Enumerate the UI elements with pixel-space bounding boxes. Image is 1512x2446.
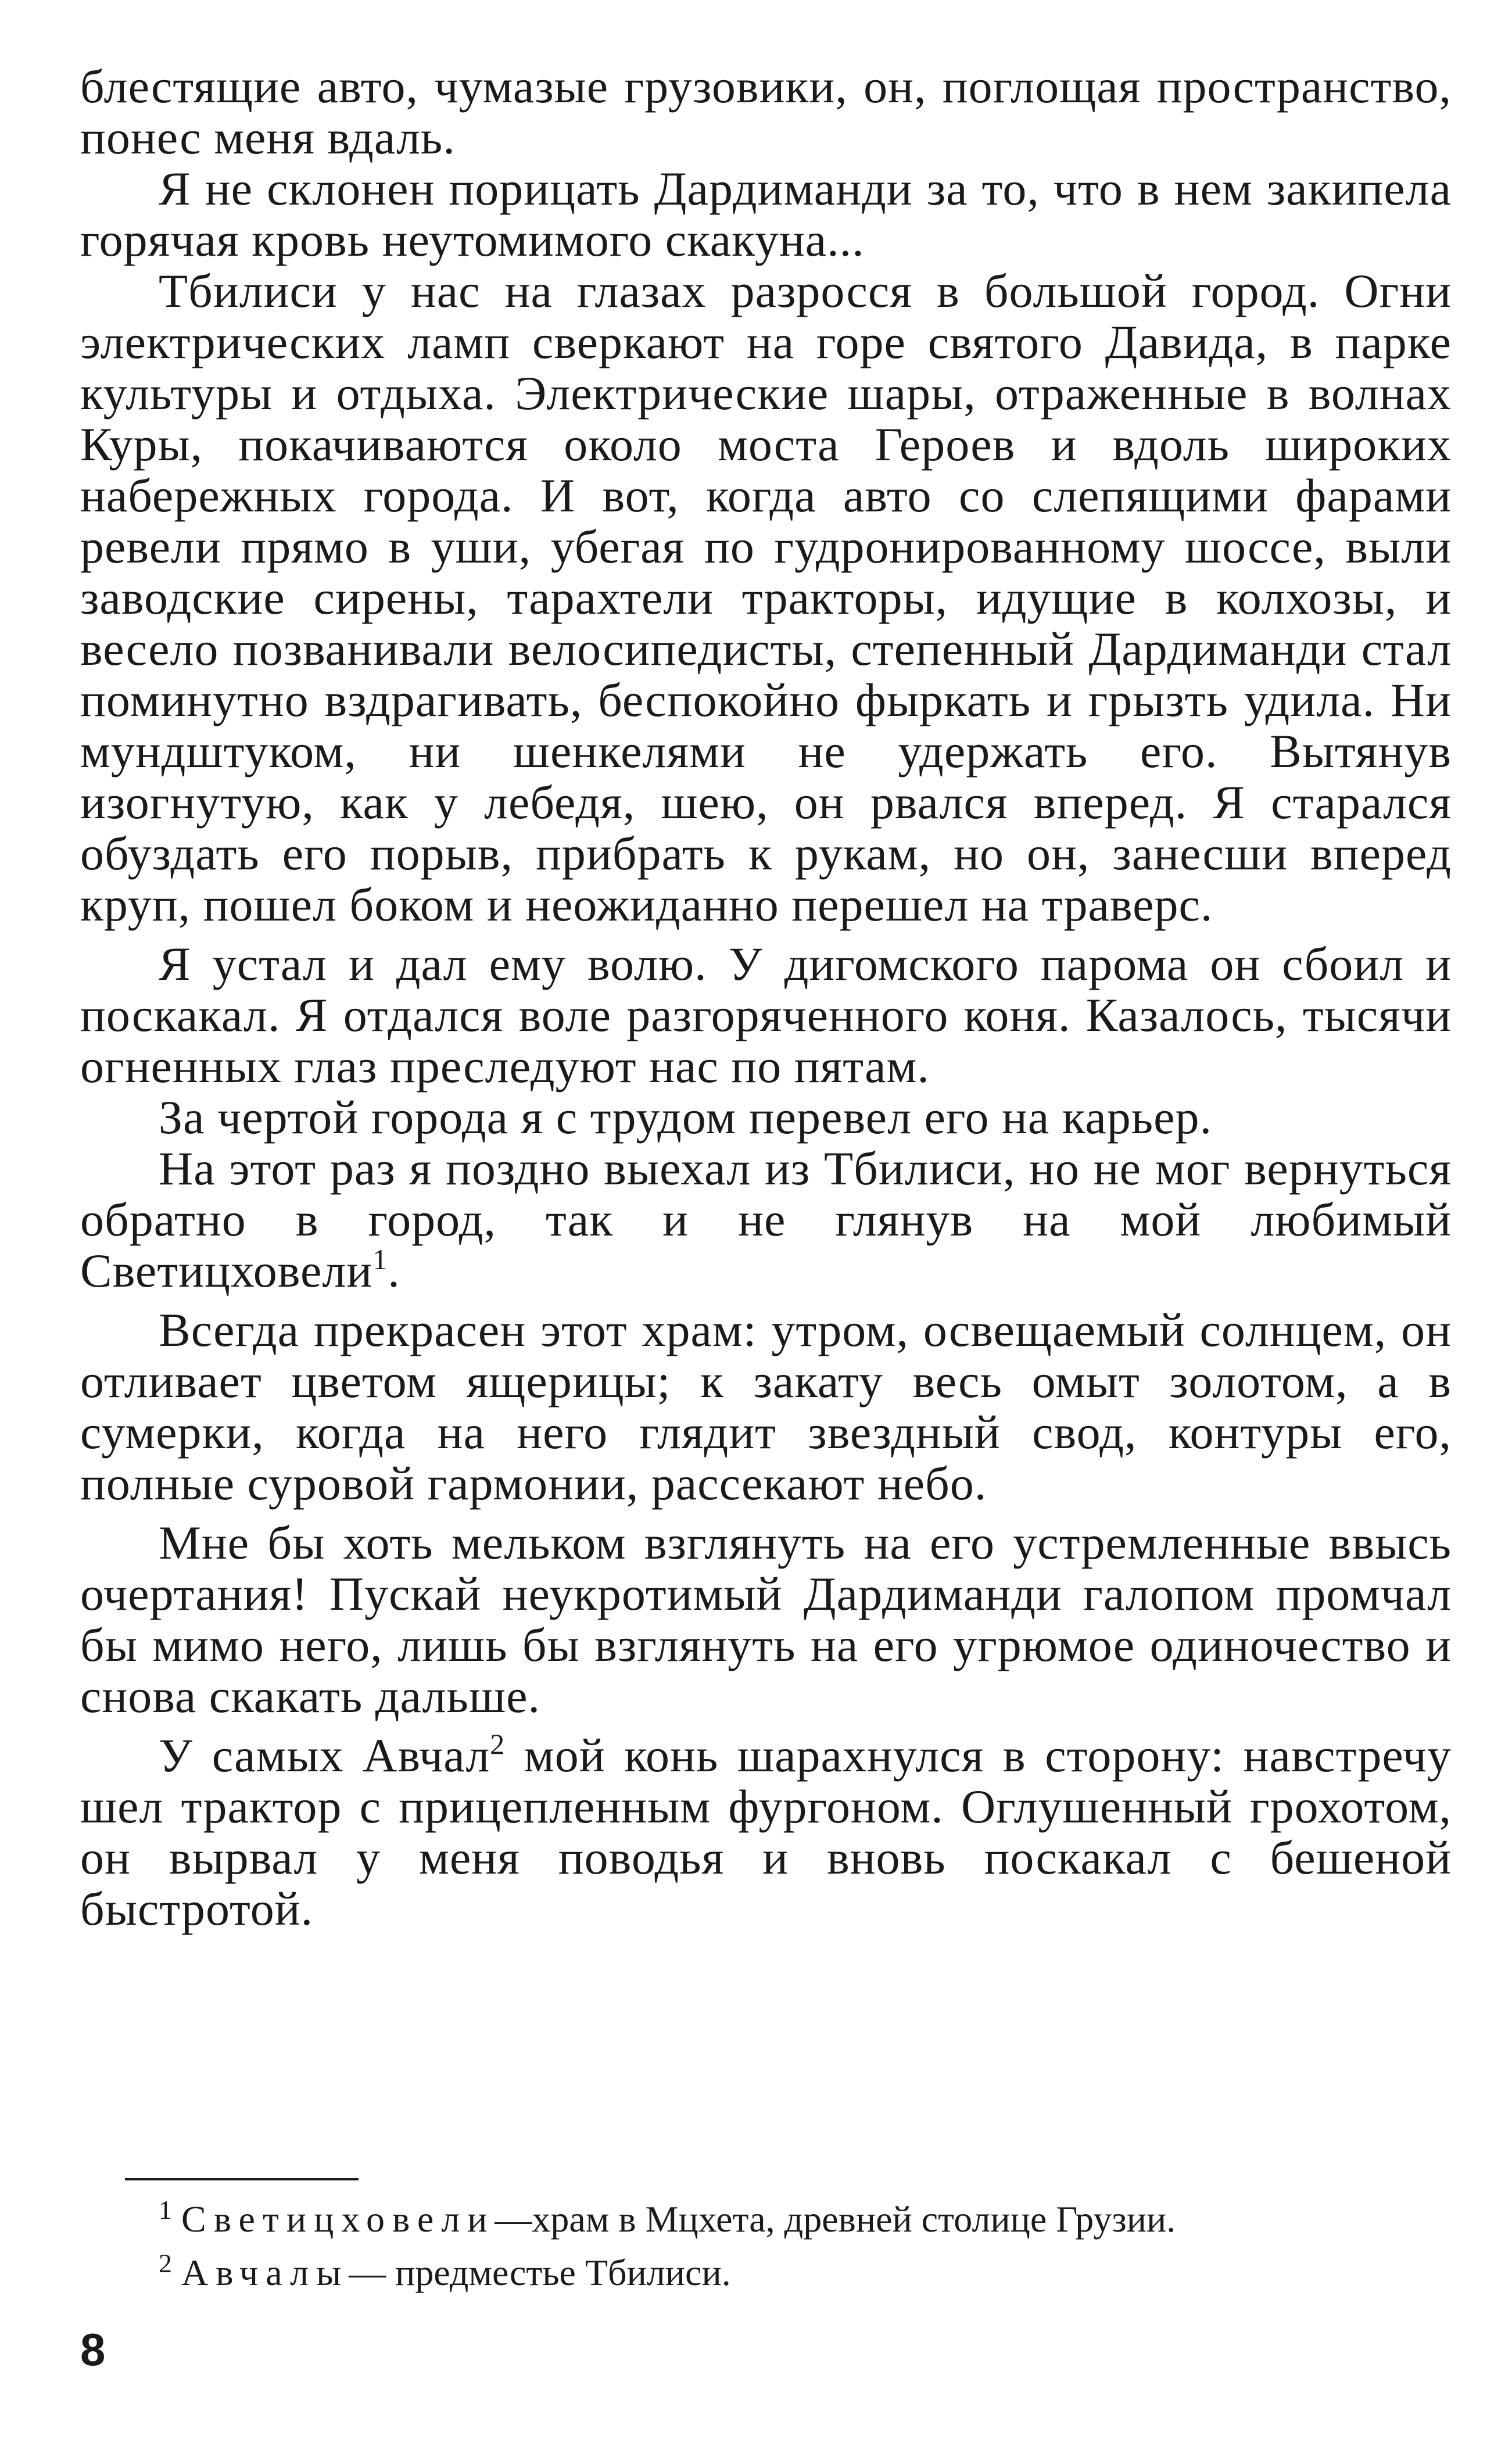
footnote-number: 2 (159, 2248, 172, 2278)
paragraph-text: У самых Авчал (159, 1729, 490, 1782)
footnote-dash: — (495, 2198, 532, 2240)
paragraph: блестящие авто, чумазые грузовики, он, поглощая пространство, понес меня вдаль. (80, 60, 1452, 164)
footnote-number: 1 (159, 2195, 172, 2225)
paragraph-with-note (80, 1730, 1452, 1935)
footnote-text: храм в Мцхета, древней столице Грузии. (532, 2198, 1176, 2240)
page-number: 8 (80, 2324, 106, 2375)
paragraph: Я не склонен порицать Дардиманди за то, что в нем закипела горячая кровь неутомимого скакуна... (80, 162, 1452, 266)
footnote-term: Авчалы (181, 2252, 349, 2293)
paragraph: Тбилиси у нас на глазах разросся в большой город. Огни электрических ламп сверкают на горе святого Давида, в парке культуры и отдыха. Электрические шары, отраженные в волнах Куры, покачиваются около моста Героев и вдоль широких набережных города. И вот, когда авто со слепящими фарами ревели прямо в уши, убегая по гудронированному шоссе, выли заводские сирены, тарахтели тракторы, идущие в колхозы, и весело позванивали велосипедисты, степенный Дардиманди стал поминутно вздрагивать, беспокойно фыркать и грызть удила. Ни мундштуком, ни шенкелями не удержать его. Вытянув изогнутую, как у лебедя, шею, он рвался вперед. Я старался обуздать его порыв, прибрать к рукам, но он, занесши вперед круп, пошел боком и неожиданно перешел на траверс. (80, 264, 1452, 931)
footnote-term: Светицховели (181, 2198, 495, 2240)
main-text (80, 61, 1452, 1935)
paragraph-with-note (80, 1143, 1452, 1297)
footnote-dash: — (349, 2252, 386, 2293)
page-body (80, 61, 1452, 1935)
paragraph: За чертой города я с трудом перевел его на карьер. (159, 1091, 1213, 1144)
footnotes (80, 2196, 1452, 2297)
footnote-text: предместье Тбилиси. (395, 2252, 731, 2293)
paragraph-text: На этот раз я поздно выехал из Тбилиси, но не мог вернуться обратно в город, так и не глянув на мой любимый Светицховели (80, 1142, 1452, 1297)
paragraph-text: мой конь шарахнулся в сторону: навстречу шел трактор с прицепленным фургоном. Оглушенный грохотом, он вырвал у меня поводья и вновь поскакал с бешеной быстротой. (80, 1729, 1452, 1935)
paragraph: Я устал и дал ему волю. У дигомского парома он сбоил и поскакал. Я отдался воле разгоряченного коня. Казалось, тысячи огненных глаз преследуют нас по пятам. (80, 937, 1452, 1093)
footnote (80, 2249, 1452, 2297)
footnote-ref[interactable]: 2 (490, 1728, 506, 1760)
footnote (80, 2196, 1452, 2243)
footnote-divider (125, 2178, 359, 2180)
paragraph-text: . (388, 1244, 400, 1297)
footnote-ref[interactable]: 1 (372, 1243, 388, 1276)
paragraph: Всегда прекрасен этот храм: утром, освещаемый солнцем, он отливает цветом ящерицы; к закату весь омыт золотом, а в сумерки, когда на него глядит звездный свод, контуры его, полные суровой гармонии, рассекают небо. (80, 1303, 1452, 1510)
paragraph: Мне бы хоть мельком взглянуть на его устремленные ввысь очертания! Пускай неукротимый Дардиманди галопом промчал бы мимо него, лишь бы взглянуть на его угрюмое одиночество и снова скакать дальше. (80, 1516, 1452, 1722)
